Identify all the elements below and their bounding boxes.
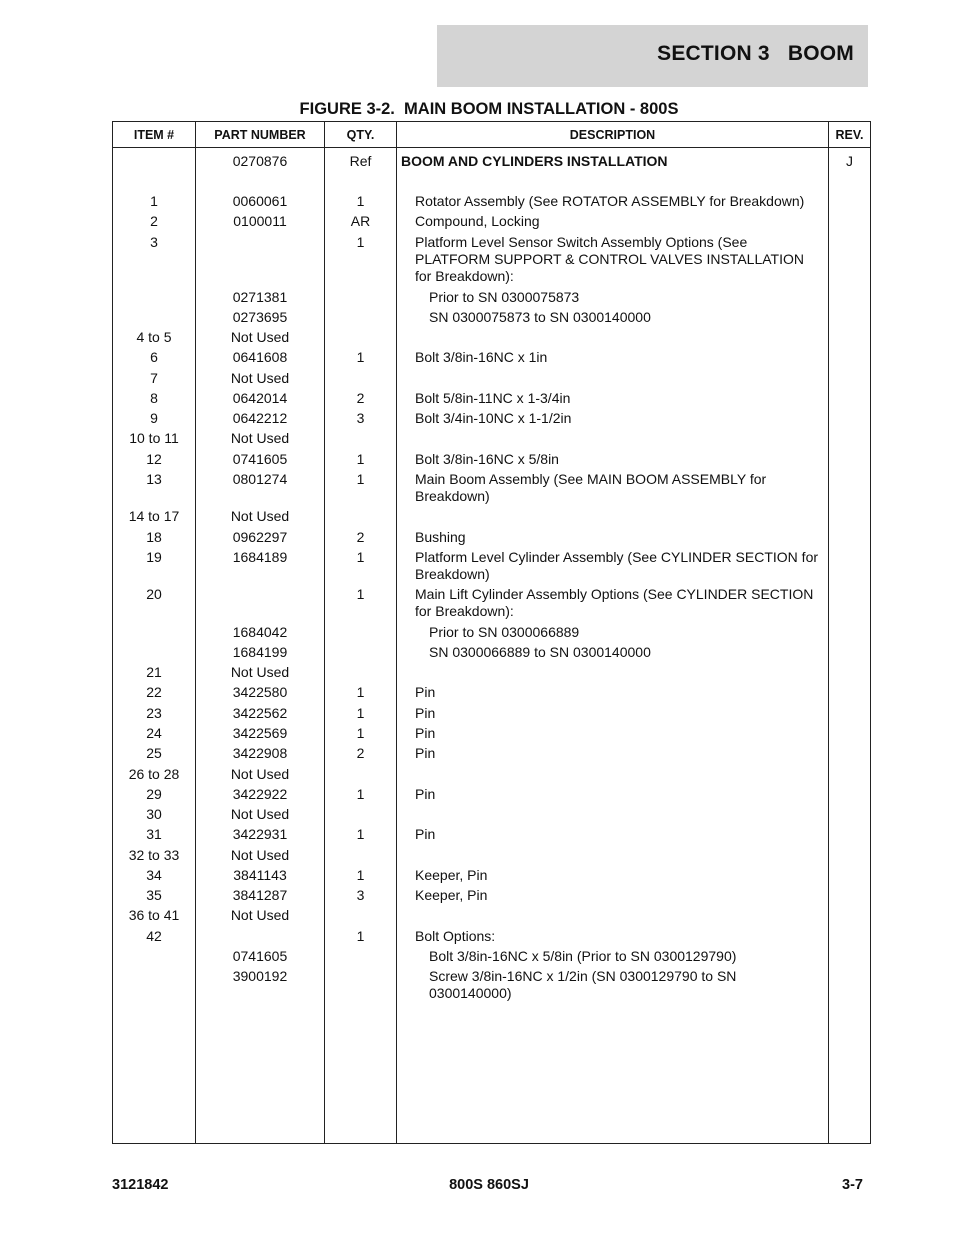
description-text: Pin <box>415 684 436 700</box>
quantity: 1 <box>356 586 365 602</box>
part-number: Not Used <box>230 847 290 863</box>
part-number: Not Used <box>230 370 290 386</box>
quantity: 1 <box>356 928 365 944</box>
description-text: Pin <box>415 705 436 721</box>
part-number: 3841143 <box>233 867 287 883</box>
item-number: 3 <box>150 234 158 250</box>
section-header-box <box>437 25 868 87</box>
part-number: 1684042 <box>232 624 288 640</box>
quantity: 3 <box>356 887 365 903</box>
description-text: Bolt Options: <box>415 928 496 944</box>
footer-page-number: 3-7 <box>842 1177 863 1193</box>
item-number: 26 to 28 <box>128 766 180 782</box>
part-number: 0641608 <box>232 349 288 365</box>
item-number: 7 <box>150 370 158 386</box>
column-header-qty: QTY. <box>325 122 397 148</box>
part-number: 3422569 <box>232 725 288 741</box>
item-number: 30 <box>146 806 162 822</box>
description-text: Pin <box>415 786 436 802</box>
quantity: 1 <box>356 349 365 365</box>
rev-column <box>829 148 871 1144</box>
column-header-description: DESCRIPTION <box>397 122 829 148</box>
description-text: Rotator Assembly (See ROTATOR ASSEMBLY for Breakdown) <box>415 193 805 209</box>
description-text: Bolt 3/8in-16NC x 1in <box>415 349 548 365</box>
item-number: 24 <box>146 725 162 741</box>
part-number: 0060061 <box>232 193 288 209</box>
description-text: Main Lift Cylinder Assembly Options (See CYLINDER SECTION for Breakdown): <box>415 586 814 619</box>
quantity: 1 <box>356 234 365 250</box>
revision: J <box>846 153 853 169</box>
part-number: Not Used <box>230 806 290 822</box>
item-number: 13 <box>146 471 162 487</box>
item-number: 23 <box>146 705 162 721</box>
quantity: 2 <box>356 745 365 761</box>
item-number: 25 <box>146 745 162 761</box>
part-number: 3422922 <box>232 786 288 802</box>
part-number: 0642212 <box>232 410 288 426</box>
item-column <box>113 148 196 1144</box>
column-header-item: ITEM # <box>113 122 196 148</box>
item-number: 21 <box>146 664 162 680</box>
item-number: 10 to 11 <box>129 430 179 446</box>
item-number: 20 <box>146 586 162 602</box>
item-number: 42 <box>146 928 162 944</box>
description-text: Keeper, Pin <box>415 887 488 903</box>
item-number: 18 <box>146 529 162 545</box>
part-number: 0741605 <box>232 948 288 964</box>
part-number: 1684189 <box>232 549 288 565</box>
quantity: 1 <box>356 471 365 487</box>
description-text: Screw 3/8in-16NC x 1/2in (SN 0300129790 to SN 0300140000) <box>429 968 737 1001</box>
item-number: 36 to 41 <box>128 907 180 923</box>
section-title: SECTION 3 BOOM <box>657 42 854 65</box>
part-number: 3422908 <box>232 745 288 761</box>
quantity: Ref <box>349 153 372 169</box>
description-text: Bolt 5/8in-11NC x 1-3/4in <box>415 390 571 406</box>
part-number: 0801274 <box>232 471 288 487</box>
footer-model: 800S 860SJ <box>449 1177 529 1193</box>
item-number: 8 <box>150 390 158 406</box>
description-text: Platform Level Sensor Switch Assembly Options (See PLATFORM SUPPORT & CONTROL VALVES INSTALLATION for Breakdown): <box>415 234 804 284</box>
description-text: Keeper, Pin <box>415 867 488 883</box>
part-number: 0273695 <box>232 309 288 325</box>
item-number: 4 to 5 <box>136 329 172 345</box>
description-text: SN 0300066889 to SN 0300140000 <box>429 644 651 660</box>
item-number: 29 <box>146 786 162 802</box>
part-number-column <box>196 148 325 1144</box>
part-number: 0962297 <box>232 529 288 545</box>
description-text: Bolt 3/4in-10NC x 1-1/2in <box>415 410 572 426</box>
item-number: 6 <box>150 349 158 365</box>
quantity: 1 <box>356 826 365 842</box>
quantity: 1 <box>356 684 365 700</box>
part-number: Not Used <box>230 766 290 782</box>
description-text: SN 0300075873 to SN 0300140000 <box>429 309 651 325</box>
part-number: 3841287 <box>232 887 288 903</box>
part-number: Not Used <box>230 907 290 923</box>
description-text: Pin <box>415 826 436 842</box>
quantity: 1 <box>356 786 365 802</box>
description-text: Prior to SN 0300066889 <box>429 624 580 640</box>
description-text: Bushing <box>415 529 466 545</box>
column-header-part-number: PART NUMBER <box>196 122 325 148</box>
part-number: 3422931 <box>232 826 288 842</box>
item-number: 14 to 17 <box>128 508 180 524</box>
description-text: Main Boom Assembly (See MAIN BOOM ASSEMBLY for Breakdown) <box>415 471 767 504</box>
quantity: 1 <box>356 725 365 741</box>
table-header-row <box>113 122 871 148</box>
quantity: 3 <box>356 410 365 426</box>
item-number: 2 <box>150 213 158 229</box>
qty-column <box>325 148 397 1144</box>
item-number: 1 <box>150 193 158 209</box>
part-number: 3422580 <box>232 684 288 700</box>
item-number: 31 <box>146 826 162 842</box>
item-number: 19 <box>146 549 162 565</box>
item-number: 32 to 33 <box>128 847 180 863</box>
parts-table <box>112 121 871 1144</box>
description-text: Bolt 3/8in-16NC x 5/8in (Prior to SN 0300129790) <box>429 948 737 964</box>
item-number: 34 <box>146 867 162 883</box>
item-number: 35 <box>146 887 162 903</box>
part-number: 0270876 <box>232 153 288 169</box>
quantity: 1 <box>356 549 365 565</box>
item-number: 9 <box>150 410 158 426</box>
description-text: Platform Level Cylinder Assembly (See CYLINDER SECTION for Breakdown) <box>415 549 819 582</box>
quantity: 2 <box>356 529 365 545</box>
part-number: 3422562 <box>232 705 288 721</box>
part-number: 0642014 <box>232 390 288 406</box>
part-number: Not Used <box>230 508 290 524</box>
description-text: BOOM AND CYLINDERS INSTALLATION <box>401 153 668 169</box>
part-number: Not Used <box>230 430 290 446</box>
part-number: 1684199 <box>232 644 288 660</box>
quantity: 1 <box>356 193 365 209</box>
description-text: Bolt 3/8in-16NC x 5/8in <box>415 451 559 467</box>
quantity: 1 <box>356 867 365 883</box>
part-number: Not Used <box>230 329 290 345</box>
description-text: Compound, Locking <box>415 213 540 229</box>
item-number: 22 <box>146 684 162 700</box>
part-number: Not Used <box>230 664 290 680</box>
item-number: 12 <box>146 451 162 467</box>
column-header-rev: REV. <box>829 122 871 148</box>
quantity: AR <box>350 213 371 229</box>
quantity: 1 <box>356 451 365 467</box>
description-text: Pin <box>415 745 436 761</box>
footer-document-number: 3121842 <box>112 1177 169 1193</box>
quantity: 1 <box>356 705 365 721</box>
figure-title: FIGURE 3-2. MAIN BOOM INSTALLATION - 800S <box>299 100 679 118</box>
description-text: Prior to SN 0300075873 <box>429 289 580 305</box>
part-number: 0271381 <box>232 289 288 305</box>
quantity: 2 <box>356 390 365 406</box>
part-number: 0100011 <box>233 213 287 229</box>
part-number: 0741605 <box>232 451 288 467</box>
part-number: 3900192 <box>232 968 288 984</box>
description-text: Pin <box>415 725 436 741</box>
description-column <box>397 148 829 1144</box>
